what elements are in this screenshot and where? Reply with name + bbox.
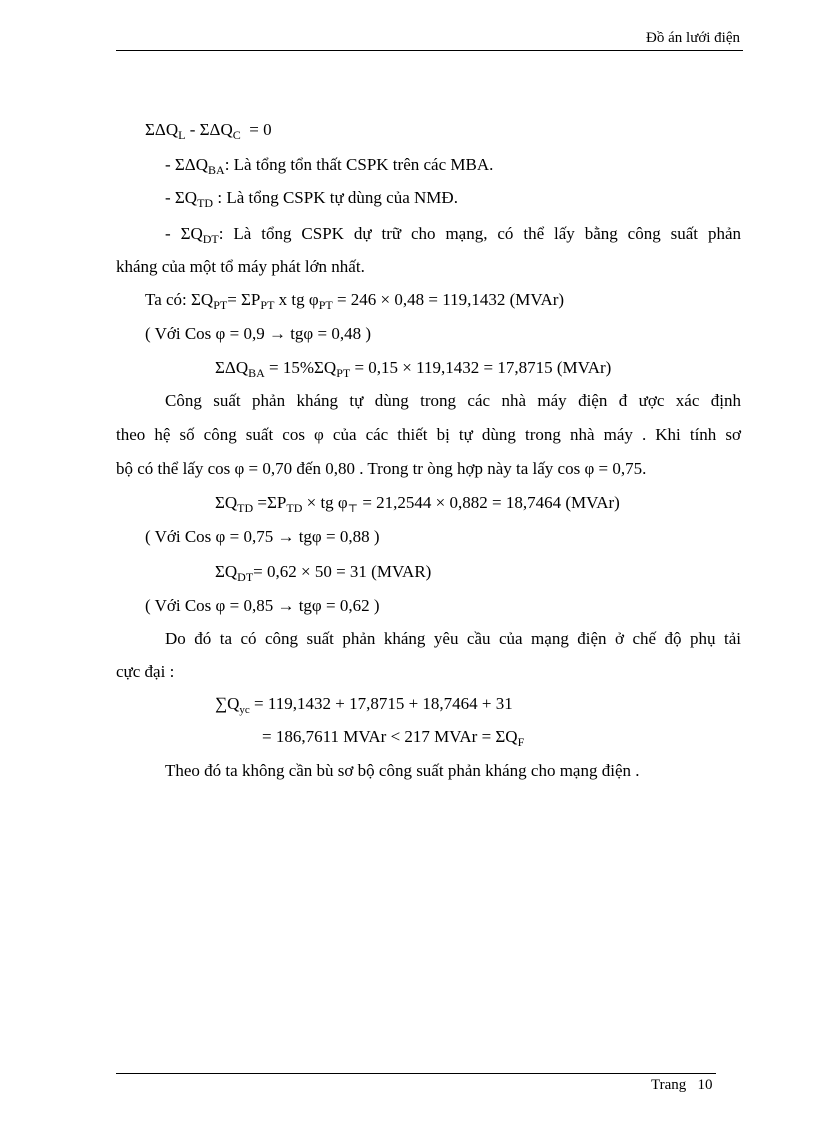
eq-term: Ta có: ΣQ <box>145 290 214 309</box>
eq-term: x tg φ <box>274 290 319 309</box>
eq-term: = 0,62 × 50 = 31 (MVAR) <box>253 562 432 581</box>
eq-term: - ΣQ <box>165 224 203 243</box>
eq-dq-ba <box>215 358 611 379</box>
eq-term: = ΣP <box>227 290 261 309</box>
eq-term: × tg φ <box>302 493 348 512</box>
page-footer <box>651 1077 713 1094</box>
eq-subscript: PT <box>213 298 228 312</box>
note-cos: ( Với Cos φ = 0,85 → tgφ = 0,62 ) <box>145 596 380 615</box>
eq-subscript: ⊤ <box>347 503 359 515</box>
eq-term: ΣQ <box>215 493 238 512</box>
paragraph-line: Công suất phản kháng tự dùng trong các nhà máy điện đ ược xác định <box>165 391 741 410</box>
def-dq-ba <box>165 155 493 176</box>
eq-subscript: L <box>178 128 186 142</box>
eq-q-dt <box>215 562 431 583</box>
header-title: Đồ án lưới điện <box>646 30 740 46</box>
def-text: : Là tổng tổn thất CSPK trên các MBA. <box>224 155 494 174</box>
def-q-dt <box>165 224 741 245</box>
paragraph-line: bộ có thể lấy cos φ = 0,70 đến 0,80 . Trong tr òng hợp này ta lấy cos φ = 0,75. <box>116 459 647 478</box>
eq-q-td <box>215 493 620 515</box>
def-text: : Là tổng CSPK tự dùng của NMĐ. <box>213 188 458 207</box>
eq-term: ΣQ <box>215 562 238 581</box>
note-cos: ( Với Cos φ = 0,75 → tgφ = 0,88 ) <box>145 527 380 546</box>
eq-balance <box>145 120 272 141</box>
eq-term: = 15%ΣQ <box>264 358 337 377</box>
page-label: Trang <box>651 1077 687 1093</box>
footer-rule <box>116 1073 716 1074</box>
eq-term: = 0,15 × 119,1432 = 17,8715 (MVAr) <box>350 358 612 377</box>
eq-term: = 0 <box>249 120 272 139</box>
eq-subscript: C <box>232 128 241 142</box>
paragraph-line: cực đại : <box>116 662 175 681</box>
text-line: kháng của một tổ máy phát lớn nhất. <box>116 257 365 276</box>
eq-subscript: PT <box>318 298 333 312</box>
def-text: : Là tổng CSPK dự trữ cho mạng, có thể lấy bằng công suất phản <box>218 224 741 243</box>
eq-term: =ΣP <box>253 493 287 512</box>
eq-subscript: yc <box>239 704 250 716</box>
eq-term: ΣΔQ <box>215 358 249 377</box>
eq-term: - ΣΔQ <box>165 155 209 174</box>
eq-term: - ΣΔQ <box>185 120 233 139</box>
note-cos: ( Với Cos φ = 0,9 → tgφ = 0,48 ) <box>145 324 371 343</box>
def-q-td <box>165 188 458 209</box>
eq-subscript: PT <box>260 298 275 312</box>
page-number: 10 <box>697 1077 713 1093</box>
eq-term: ΣΔQ <box>145 120 179 139</box>
eq-q-yc <box>215 694 513 716</box>
eq-subscript: DT <box>237 570 254 584</box>
eq-subscript: PT <box>336 366 351 380</box>
eq-subscript: TD <box>237 501 254 515</box>
eq-term: = 246 × 0,48 = 119,1432 (MVAr) <box>332 290 565 309</box>
header-rule <box>116 50 743 51</box>
eq-subscript: BA <box>208 163 225 177</box>
paragraph-line: Do đó ta có công suất phản kháng yêu cầu của mạng điện ở chế độ phụ tải <box>165 629 741 648</box>
eq-subscript: TD <box>286 501 303 515</box>
eq-subscript: TD <box>197 196 214 210</box>
paragraph-line: theo hệ số công suất cos φ của các thiết bị tự dùng trong nhà máy . Khi tính sơ <box>116 425 741 444</box>
eq-subscript: F <box>517 735 525 749</box>
eq-term: = 21,2544 × 0,882 = 18,7464 (MVAr) <box>358 493 620 512</box>
conclusion-line: Theo đó ta không cần bù sơ bộ công suất phản kháng cho mạng điện . <box>165 761 640 780</box>
eq-term: = 186,7611 MVAr < 217 MVAr = ΣQ <box>262 727 518 746</box>
eq-term: - ΣQ <box>165 188 198 207</box>
eq-term: ∑Q <box>215 694 240 713</box>
eq-subscript: BA <box>248 366 265 380</box>
eq-q-pt <box>145 290 564 311</box>
eq-subscript: DT <box>202 232 219 246</box>
eq-term: = 119,1432 + 17,8715 + 18,7464 + 31 <box>249 694 513 713</box>
eq-q-yc-result <box>262 727 524 748</box>
